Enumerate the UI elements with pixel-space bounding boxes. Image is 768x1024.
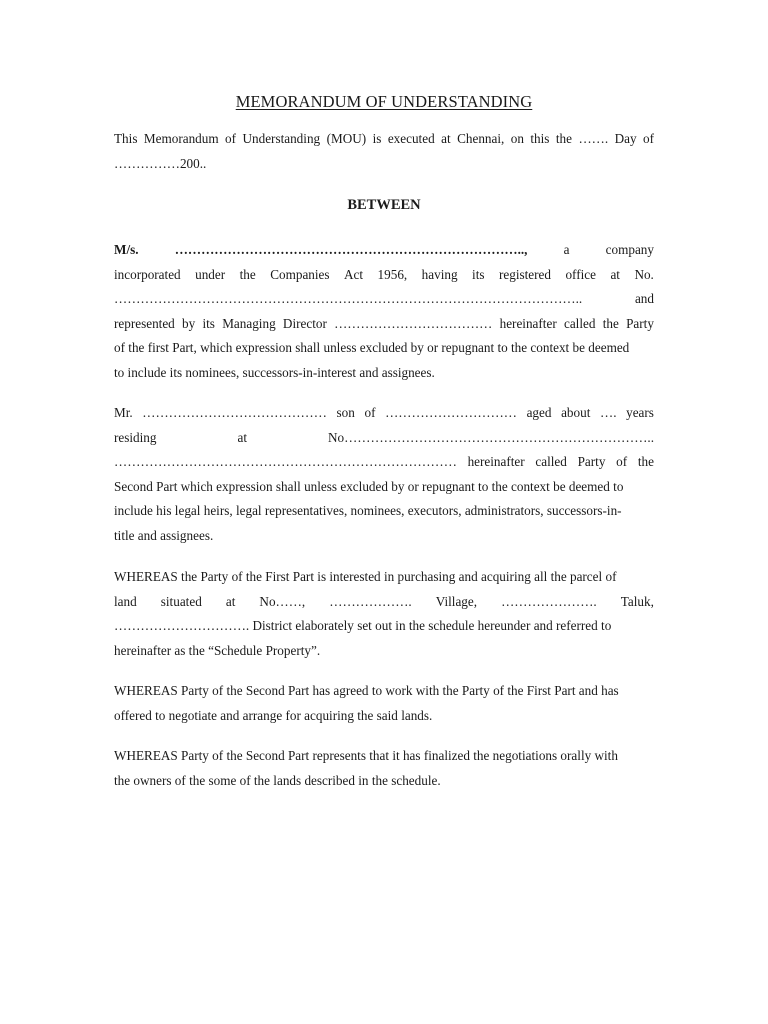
word: Companies (270, 266, 330, 282)
word: 1956, (377, 266, 408, 282)
word: the (637, 454, 654, 469)
age-blank: …. (600, 405, 617, 420)
intro-line-1 (114, 127, 654, 152)
word: by (182, 315, 196, 331)
word: ……. (578, 131, 609, 146)
address-continuation-blank: …………………………………………………………………… (114, 454, 457, 469)
party-two-line-6: title and assignees. (114, 527, 214, 543)
party-two-line-1 (114, 401, 654, 426)
company-name-blank: …………………………………………………………………….., (174, 242, 528, 257)
word: of (225, 131, 237, 146)
word: Taluk, (620, 593, 654, 609)
whereas-1-line-2 (114, 590, 654, 615)
word: called (563, 315, 596, 331)
word: of (616, 454, 628, 469)
word: aged (526, 405, 552, 420)
whereas-paragraph-2 (114, 679, 654, 728)
word: its (202, 315, 215, 331)
word: land (114, 593, 137, 609)
word: at (237, 429, 247, 445)
word: Understanding (242, 131, 321, 146)
word: the (239, 266, 256, 282)
word: of (642, 131, 654, 146)
word: its (472, 266, 485, 282)
word: a (563, 242, 570, 257)
whereas-paragraph-3 (114, 744, 654, 793)
party-one-line-6: to include its nominees, successors-in-interest and assignees. (114, 364, 435, 380)
whereas-3-line-2: the owners of the some of the lands described in the schedule. (114, 772, 441, 788)
whereas-1-line-1: WHEREAS the Party of the First Part is interested in purchasing and acquiring all the parcel of (114, 569, 617, 584)
word: son (336, 405, 355, 420)
word: Mr. (114, 405, 133, 420)
word: Act (344, 266, 364, 282)
word: at (610, 266, 620, 282)
word: Party (626, 315, 654, 331)
party-one-line-4 (114, 312, 654, 337)
party-one-line-3 (114, 287, 654, 312)
word: situated (160, 593, 202, 609)
word: residing (114, 429, 157, 445)
word: having (421, 266, 458, 282)
land-number-blank: No……, (259, 593, 306, 609)
party-two-line-3 (114, 450, 654, 475)
word: company (605, 242, 654, 257)
word: the (602, 315, 619, 331)
word: this (530, 131, 550, 146)
village-blank: ………………. (329, 593, 412, 609)
residence-address-blank: No…………………………………………………………….. (327, 429, 654, 445)
word: at (225, 593, 236, 609)
word: executed (387, 131, 435, 146)
word: (MOU) (326, 131, 367, 146)
party-one-line-1 (114, 238, 654, 263)
word: Chennai, (457, 131, 505, 146)
office-address-blank: …………………………………………………………………………………………….. (114, 291, 583, 306)
word: hereinafter (467, 454, 525, 469)
word: Party (577, 454, 606, 469)
word: and (634, 291, 654, 306)
word: represented (114, 315, 175, 331)
whereas-2-line-2: offered to negotiate and arrange for acquiring the said lands. (114, 707, 433, 723)
document-title: MEMORANDUM OF UNDERSTANDING (235, 92, 533, 111)
word: registered (498, 266, 551, 282)
word: Managing (222, 315, 276, 331)
whereas-3-line-1: WHEREAS Party of the Second Part represents that it has finalized the negotiations orally with (114, 748, 618, 763)
word: Memorandum (143, 131, 219, 146)
word: of (364, 405, 376, 420)
word: incorporated (114, 266, 181, 282)
word: Village, (435, 593, 478, 609)
whereas-2-line-1: WHEREAS Party of the Second Part has agreed to work with the Party of the First Part and has (114, 683, 619, 698)
party-one-paragraph (114, 238, 654, 385)
word: Director (282, 315, 327, 331)
word: hereinafter (499, 315, 557, 331)
word: No. (634, 266, 654, 282)
party-one-line-2 (114, 263, 654, 288)
name-blank: …………………………………… (142, 405, 327, 420)
father-name-blank: ………………………… (385, 405, 517, 420)
word: office (565, 266, 596, 282)
word: about (561, 405, 591, 420)
intro-line-2: ……………200.. (114, 155, 207, 171)
word: under (195, 266, 226, 282)
director-name-blank: ……………………………… (334, 315, 493, 331)
word: on (510, 131, 524, 146)
ms-label: M/s. (114, 242, 139, 257)
word: This (114, 131, 138, 146)
word: Day (614, 131, 637, 146)
word: at (441, 131, 451, 146)
word: is (372, 131, 382, 146)
whereas-1-line-3: …………………………. District elaborately set out in the schedule hereunder and referred to (114, 618, 612, 633)
party-two-line-2 (114, 426, 654, 451)
word: the (555, 131, 573, 146)
word: called (535, 454, 567, 469)
party-one-line-5: of the first Part, which expression shall unless excluded by or repugnant to the context be deemed (114, 340, 630, 355)
word: years (626, 405, 654, 420)
party-two-line-4: Second Part which expression shall unless excluded by or repugnant to the context be deemed to (114, 478, 624, 494)
party-two-line-5: include his legal heirs, legal representatives, nominees, executors, administrators, successors-in- (114, 503, 622, 518)
between-heading: BETWEEN (347, 197, 421, 213)
intro-paragraph (114, 127, 654, 176)
whereas-1-line-4: hereinafter as the “Schedule Property”. (114, 642, 321, 658)
party-two-paragraph (114, 401, 654, 548)
taluk-blank: …………………. (501, 593, 597, 609)
whereas-paragraph-1 (114, 565, 654, 663)
